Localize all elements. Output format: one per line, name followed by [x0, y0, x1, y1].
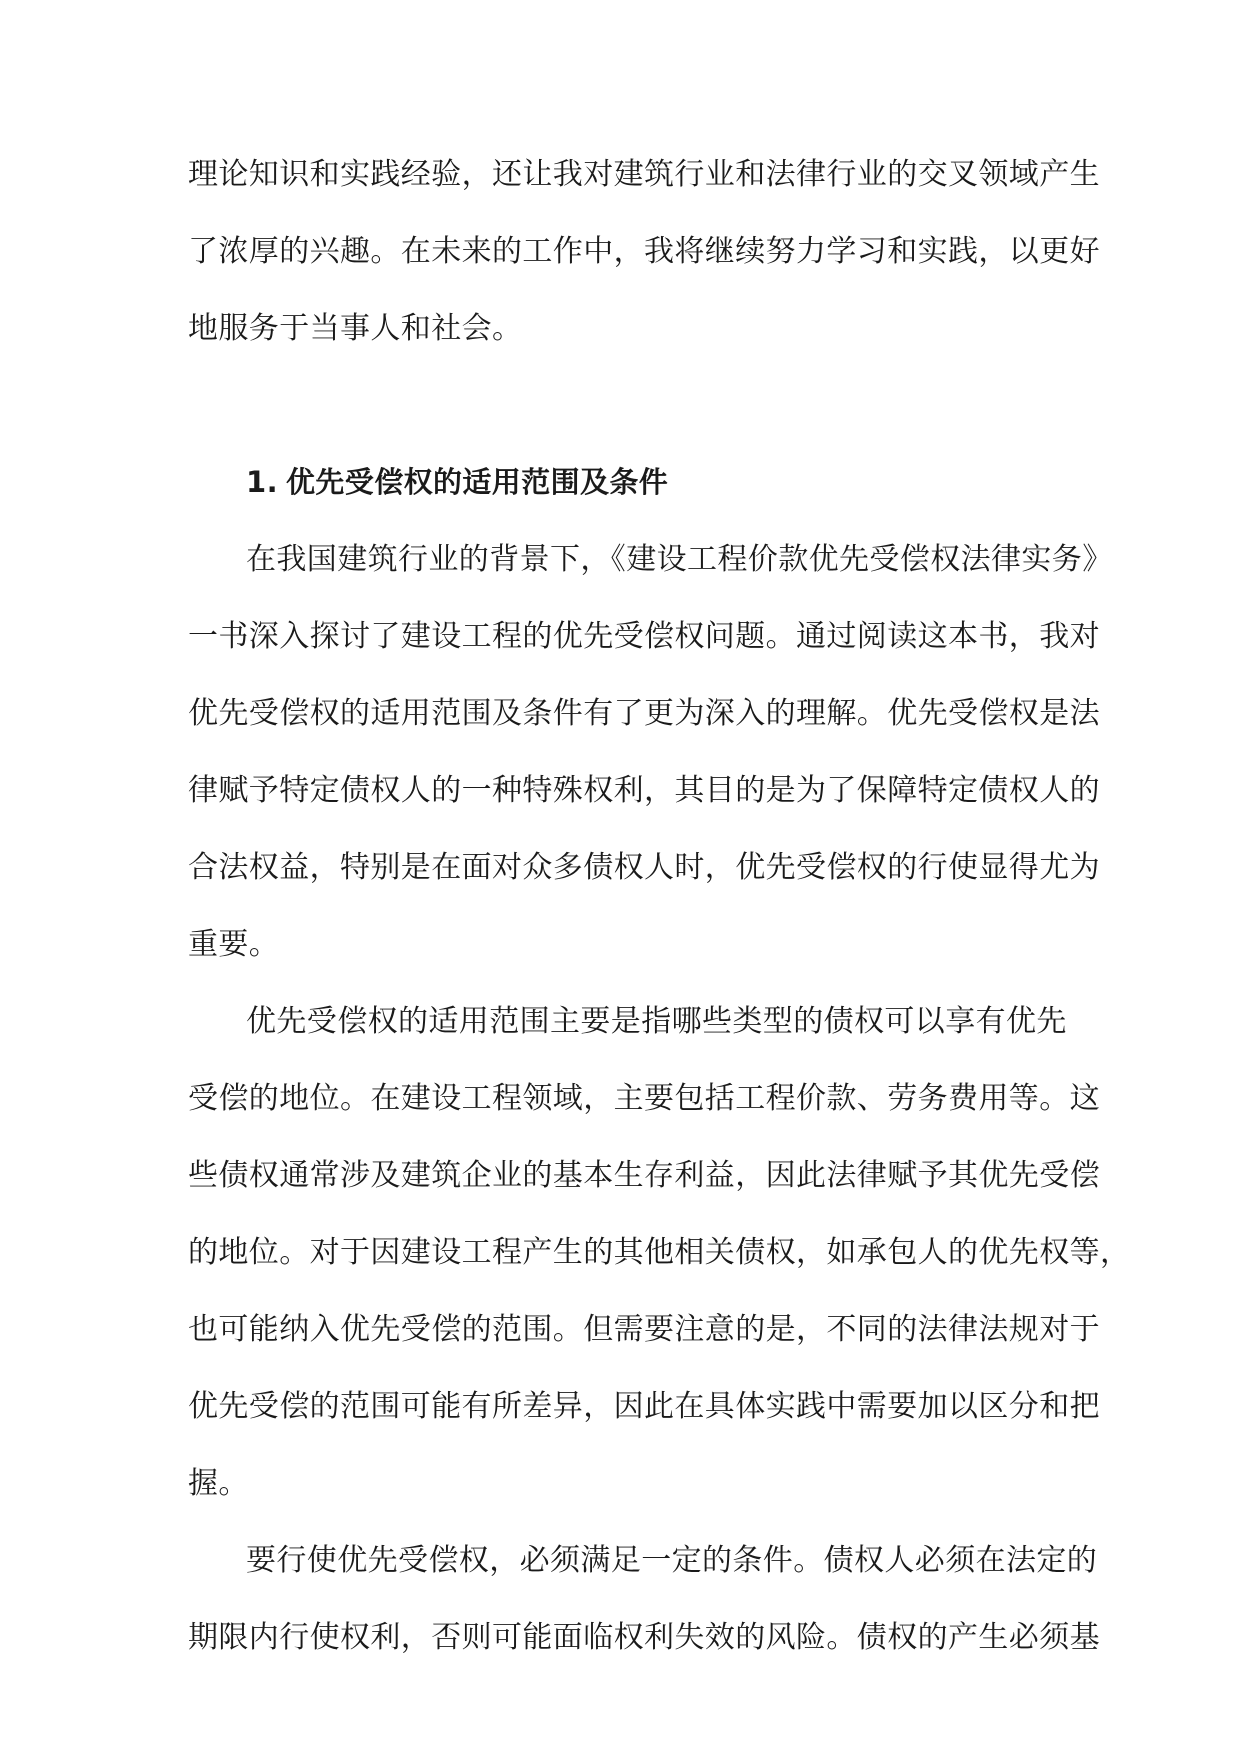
text-line: 一书深入探讨了建设工程的优先受偿权问题。通过阅读这本书，我对	[188, 619, 1100, 654]
text-line: 握。	[188, 1466, 249, 1501]
text-line: 地服务于当事人和社会。	[188, 311, 523, 346]
section-title: 优先受偿权的适用范围及条件	[286, 465, 669, 499]
paragraph-3	[188, 1522, 1100, 1676]
text-line: 合法权益，特别是在面对众多债权人时，优先受偿权的行使显得尤为	[188, 850, 1100, 885]
text-line: 受偿的地位。在建设工程领域，主要包括工程价款、劳务费用等。这	[188, 1081, 1100, 1116]
text-line: 律赋予特定债权人的一种特殊权利，其目的是为了保障特定债权人的	[188, 773, 1100, 808]
text-line: 也可能纳入优先受偿的范围。但需要注意的是，不同的法律法规对于	[188, 1312, 1100, 1347]
text-line: 优先受偿的范围可能有所差异，因此在具体实践中需要加以区分和把	[188, 1389, 1100, 1424]
text-line: 优先受偿权的适用范围及条件有了更为深入的理解。优先受偿权是法	[188, 696, 1100, 731]
text-line: 了浓厚的兴趣。在未来的工作中，我将继续努力学习和实践，以更好	[188, 234, 1100, 269]
paragraph-1	[188, 521, 1113, 983]
text-line: 理论知识和实践经验，还让我对建筑行业和法律行业的交叉领域产生	[188, 157, 1100, 192]
text-line: 的地位。对于因建设工程产生的其他相关债权，如承包人的优先权等，	[188, 1235, 1131, 1270]
text-line: 重要。	[188, 927, 280, 962]
text-line: 在我国建筑行业的背景下，《建设工程价款优先受偿权法律实务》	[246, 542, 1113, 577]
paragraph-2	[188, 983, 1131, 1522]
section-heading	[188, 444, 1058, 521]
document-page	[188, 136, 1131, 1676]
intro-paragraph	[188, 136, 1100, 367]
text-line: 些债权通常涉及建筑企业的基本生存利益，因此法律赋予其优先受偿	[188, 1158, 1100, 1193]
text-line: 期限内行使权利，否则可能面临权利失效的风险。债权的产生必须基	[188, 1620, 1100, 1655]
section-number: 1.	[246, 465, 278, 499]
text-line: 优先受偿权的适用范围主要是指哪些类型的债权可以享有优先	[246, 1004, 1067, 1039]
text-line: 要行使优先受偿权，必须满足一定的条件。债权人必须在法定的	[246, 1543, 1098, 1578]
paragraph-gap	[188, 367, 1058, 444]
